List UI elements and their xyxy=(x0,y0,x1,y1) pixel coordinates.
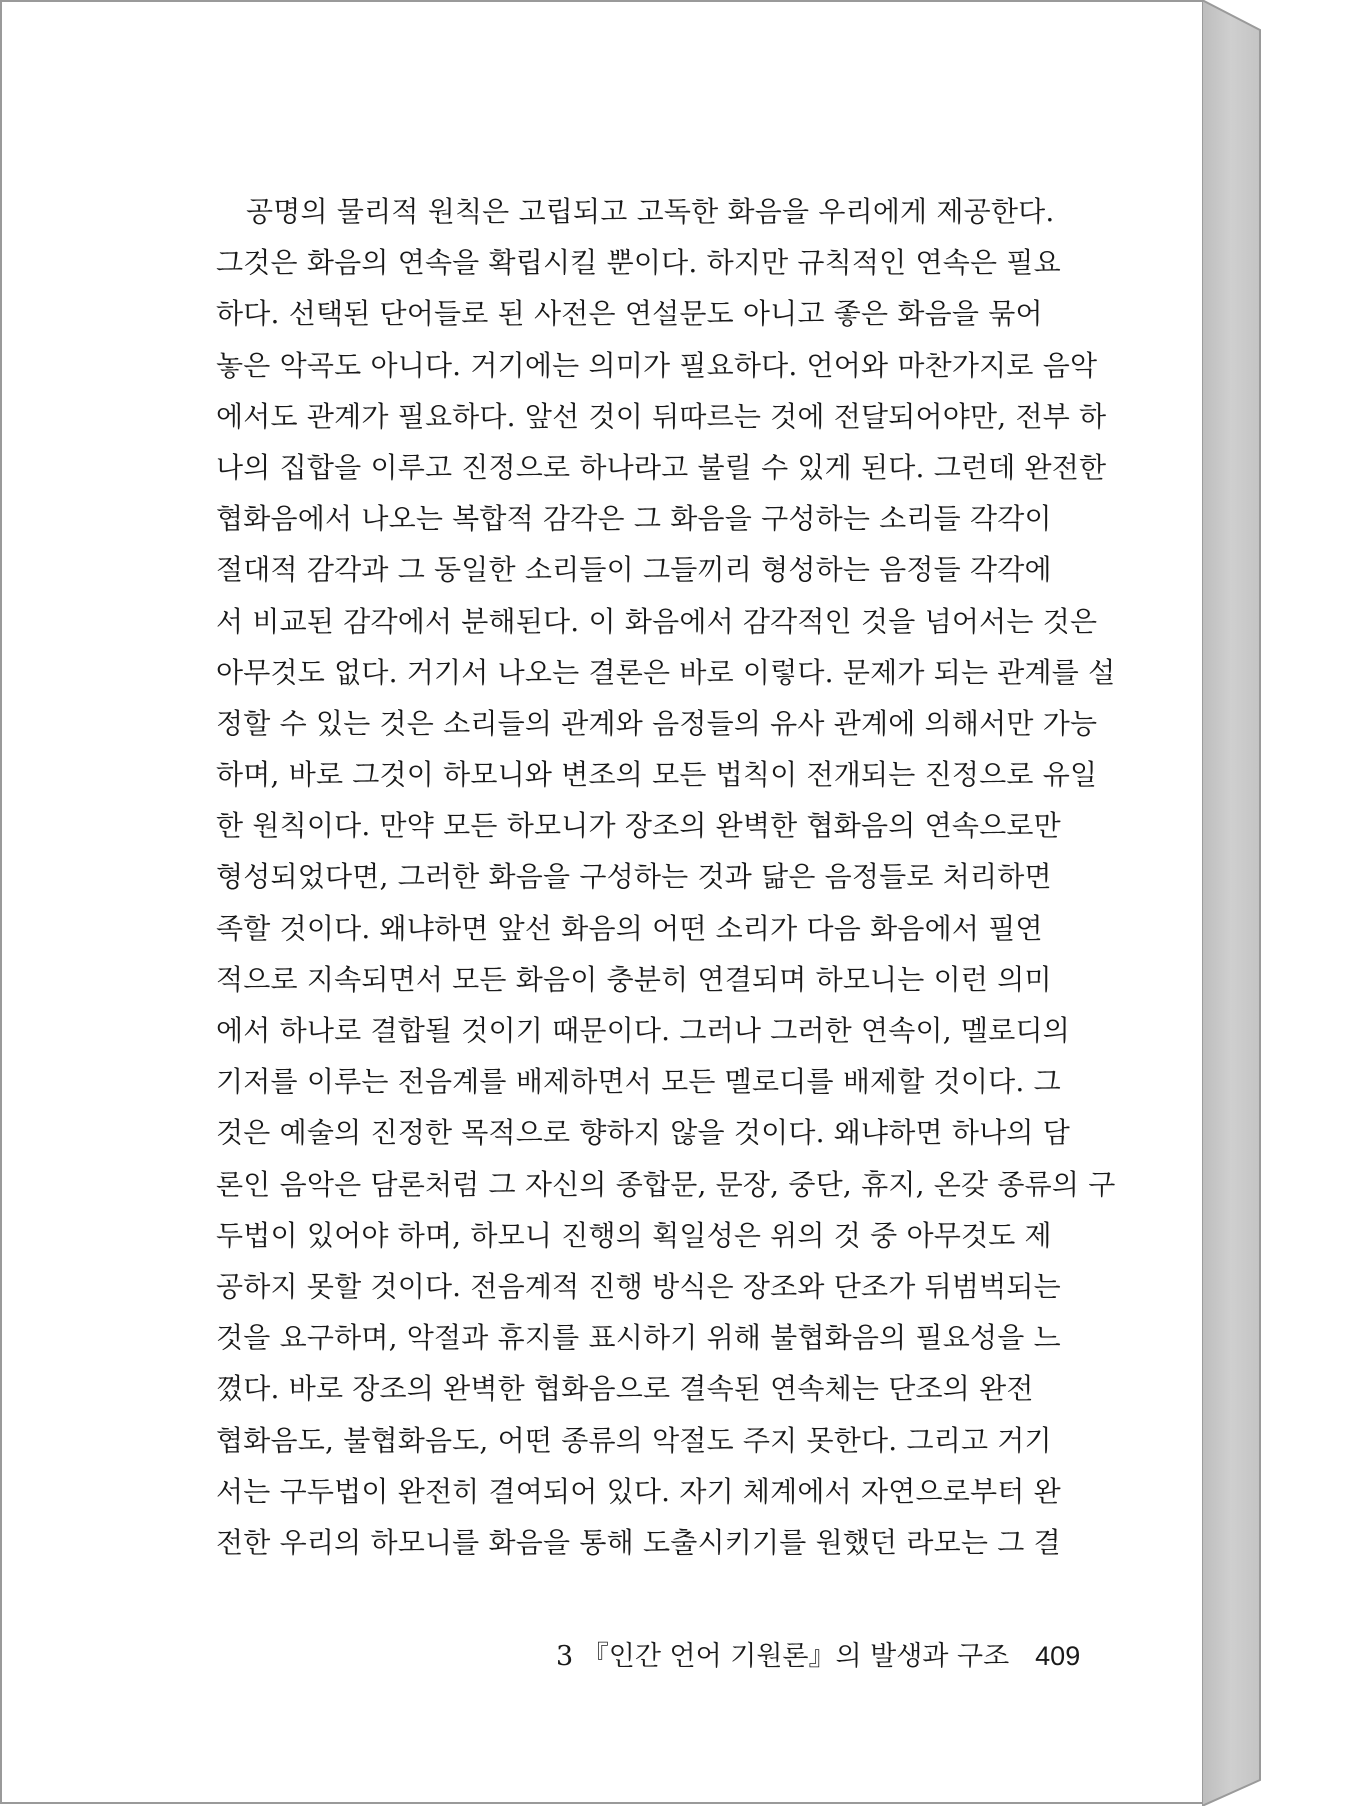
text-line: 것은 예술의 진정한 목적으로 향하지 않을 것이다. 왜냐하면 하나의 담 xyxy=(216,1116,1070,1150)
book-edge xyxy=(1202,0,1262,1806)
text-line: 정할 수 있는 것은 소리들의 관계와 음정들의 유사 관계에 의해서만 가능 xyxy=(216,706,1098,740)
text-line: 서는 구두법이 완전히 결여되어 있다. 자기 체계에서 자연으로부터 완 xyxy=(216,1474,1061,1508)
text-line: 론인 음악은 담론처럼 그 자신의 종합문, 문장, 중단, 휴지, 온갖 종류의 구 xyxy=(216,1167,1116,1201)
text-line: 아무것도 없다. 거기서 나오는 결론은 바로 이렇다. 문제가 되는 관계를 설 xyxy=(216,655,1116,689)
text-line: 나의 집합을 이루고 진정으로 하나라고 불릴 수 있게 된다. 그런데 완전한 xyxy=(216,450,1107,484)
text-line: 기저를 이루는 전음계를 배제하면서 모든 멜로디를 배제할 것이다. 그 xyxy=(216,1065,1061,1099)
running-head: 3 『인간 언어 기원론』의 발생과 구조 xyxy=(556,1641,1010,1672)
text-line: 협화음에서 나오는 복합적 감각은 그 화음을 구성하는 소리들 각각이 xyxy=(216,502,1052,536)
text-line: 에서도 관계가 필요하다. 앞선 것이 뒤따르는 것에 전달되어야만, 전부 하 xyxy=(216,399,1107,433)
text-line: 공하지 못할 것이다. 전음계적 진행 방식은 장조와 단조가 뒤범벅되는 xyxy=(216,1269,1061,1303)
text-line: 협화음도, 불협화음도, 어떤 종류의 악절도 주지 못한다. 그리고 거기 xyxy=(216,1423,1052,1457)
text-line: 적으로 지속되면서 모든 화음이 충분히 연결되며 하모니는 이런 의미 xyxy=(216,962,1052,996)
text-line: 그것은 화음의 연속을 확립시킬 뿐이다. 하지만 규칙적인 연속은 필요 xyxy=(216,246,1061,280)
text-line: 꼈다. 바로 장조의 완벽한 협화음으로 결속된 연속체는 단조의 완전 xyxy=(216,1372,1034,1406)
text-line: 것을 요구하며, 악절과 휴지를 표시하기 위해 불협화음의 필요성을 느 xyxy=(216,1321,1061,1355)
page-number: 409 xyxy=(1035,1641,1081,1671)
text-line: 족할 것이다. 왜냐하면 앞선 화음의 어떤 소리가 다음 화음에서 필연 xyxy=(216,911,1043,945)
text-line: 절대적 감각과 그 동일한 소리들이 그들끼리 형성하는 음정들 각각에 xyxy=(216,553,1052,587)
page-footer xyxy=(556,1634,1081,1673)
text-line: 전한 우리의 하모니를 화음을 통해 도출시키기를 원했던 라모는 그 결 xyxy=(216,1525,1061,1559)
text-line: 놓은 악곡도 아니다. 거기에는 의미가 필요하다. 언어와 마찬가지로 음악 xyxy=(216,348,1098,382)
text-line: 두법이 있어야 하며, 하모니 진행의 획일성은 위의 것 중 아무것도 제 xyxy=(216,1218,1052,1252)
text-line: 형성되었다면, 그러한 화음을 구성하는 것과 닮은 음정들로 처리하면 xyxy=(216,860,1052,894)
text-line: 하며, 바로 그것이 하모니와 변조의 모든 법칙이 전개되는 진정으로 유일 xyxy=(216,758,1098,792)
text-line: 서 비교된 감각에서 분해된다. 이 화음에서 감각적인 것을 넘어서는 것은 xyxy=(216,604,1098,638)
body-text xyxy=(216,186,1116,1568)
text-line: 하다. 선택된 단어들로 된 사전은 연설문도 아니고 좋은 화음을 묶어 xyxy=(216,297,1043,331)
text-line: 공명의 물리적 원칙은 고립되고 고독한 화음을 우리에게 제공한다. xyxy=(246,195,1055,228)
text-line: 한 원칙이다. 만약 모든 하모니가 장조의 완벽한 협화음의 연속으로만 xyxy=(216,809,1061,843)
text-line: 에서 하나로 결합될 것이기 때문이다. 그러나 그러한 연속이, 멜로디의 xyxy=(216,1014,1070,1047)
